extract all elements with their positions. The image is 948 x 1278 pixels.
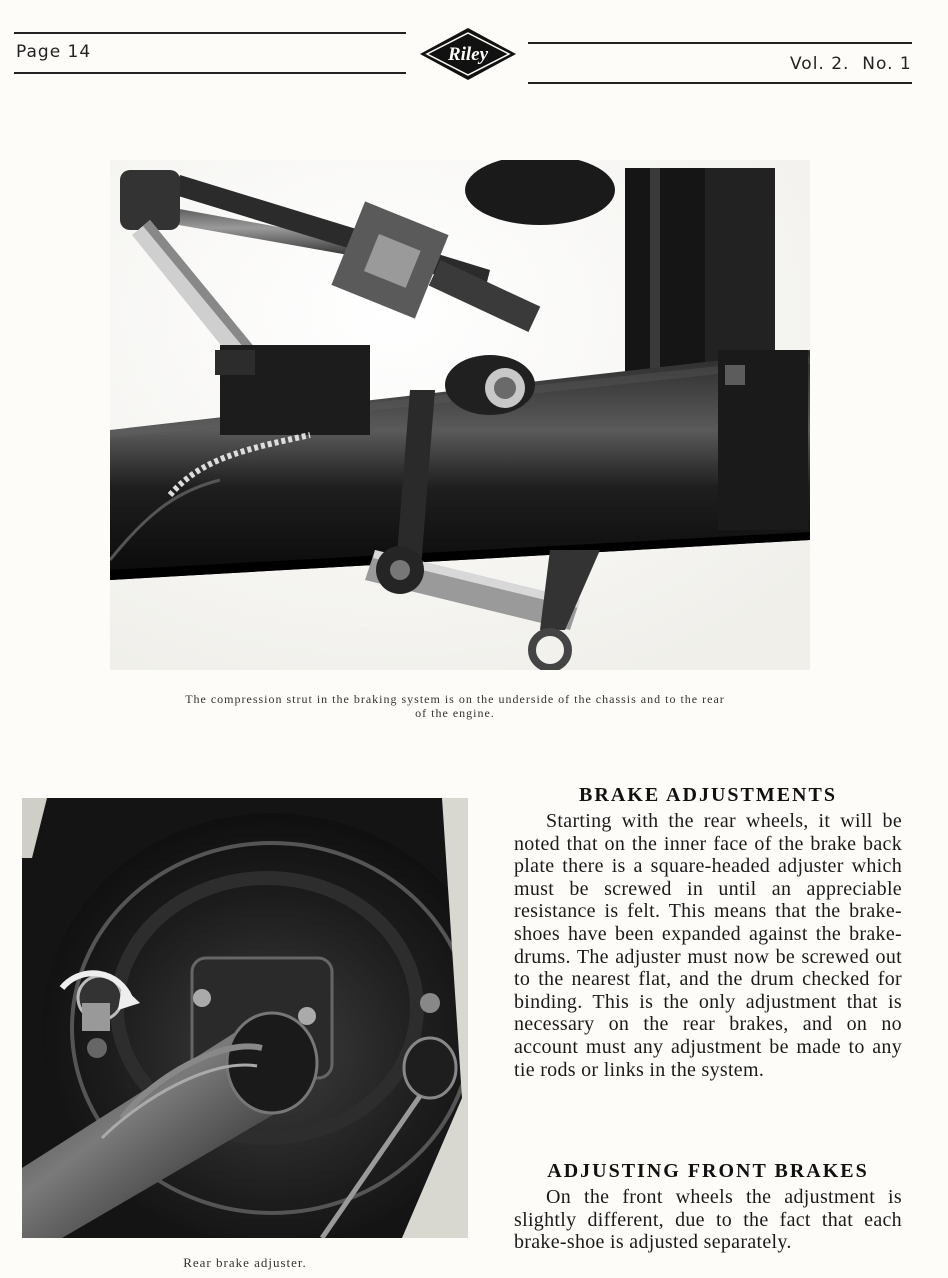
page-number: Page 14 xyxy=(16,42,92,62)
svg-text:Riley: Riley xyxy=(447,44,489,65)
adjusting-front-brakes-text: On the front wheels the adjustment is slightly different, due to the fact that each brake-shoe is adjusted separately. xyxy=(514,1186,902,1254)
rear-brake-adjuster-photo xyxy=(22,798,468,1238)
bottom-figure-caption: Rear brake adjuster. xyxy=(183,1255,307,1270)
header-rule-right-bottom xyxy=(528,82,912,84)
header-rule-right-top xyxy=(528,42,912,44)
top-caption-line-1: The compression strut in the braking system is on the underside of the chassis and to the rear xyxy=(185,692,725,706)
brake-adjustments-text: Starting with the rear wheels, it will be noted that on the inner face of the brake back plate there is a square-headed adjuster which must be screwed in until an appreciable resistance is felt. This means that the brake-shoes have been expanded against the brake-drums. The adjuster must now be screwed out to the nearest flat, and the drum checked for binding. This is the only adjustment that is necessary on the rear brakes, and on no account must any adjustment be made to any tie rods or links in the system. xyxy=(514,810,902,1081)
header-rule-left-top xyxy=(14,32,406,34)
issue-number: Vol. 2. No. 1 xyxy=(790,54,912,74)
adjusting-front-brakes-heading: ADJUSTING FRONT BRAKES xyxy=(547,1160,869,1182)
riley-logo xyxy=(416,24,520,84)
top-figure-caption xyxy=(100,692,810,720)
adjusting-front-brakes-body xyxy=(514,1186,902,1254)
compression-strut-photo xyxy=(110,160,810,670)
brake-adjustments-heading: BRAKE ADJUSTMENTS xyxy=(579,784,837,806)
header-rule-left-bottom xyxy=(14,72,406,74)
top-caption-line-2: of the engine. xyxy=(415,706,495,720)
brake-adjustments-body xyxy=(514,810,902,1081)
